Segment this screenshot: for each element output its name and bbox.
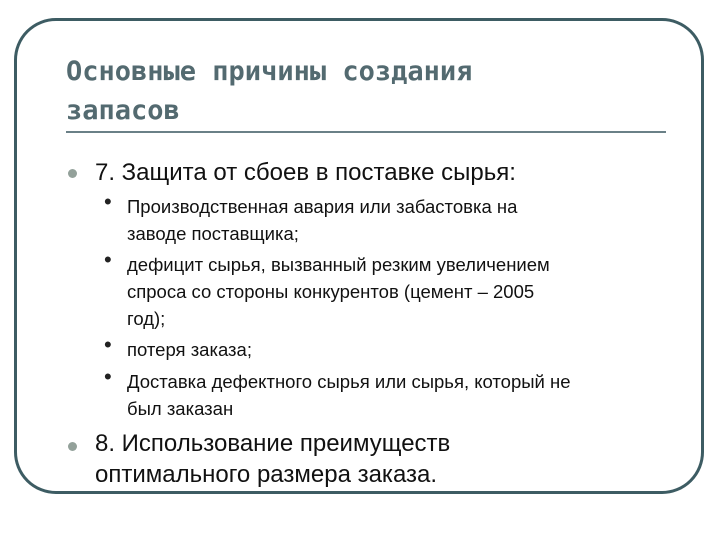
sub-bullet-1-icon: • xyxy=(104,189,112,214)
sub-item-3: потеря заказа; xyxy=(127,339,252,360)
point-8-label: 8. Использование преимуществ оптимального размера заказа. xyxy=(95,430,451,488)
bullet-point-8-icon xyxy=(68,442,77,451)
slide-title xyxy=(66,52,646,130)
sub-item-1: Производственная авария или забастовка на заводе поставщика; xyxy=(127,196,518,244)
sub-item-2: дефицит сырья, вызванный резким увеличением спроса со стороны конкурентов (цемент – 2005 год); xyxy=(127,254,550,329)
sub-bullet-4-icon: • xyxy=(104,364,112,389)
title-divider xyxy=(66,131,666,133)
title-line-1: Основные причины создания xyxy=(66,56,473,87)
bullet-point-7-icon xyxy=(68,169,77,178)
sub-bullet-2-icon: • xyxy=(104,247,112,272)
title-line-2: запасов xyxy=(66,95,180,126)
sub-item-4: Доставка дефектного сырья или сырья, который не был заказан xyxy=(127,371,571,419)
sub-bullet-3-icon: • xyxy=(104,332,112,357)
point-7-label: 7. Защита от сбоев в поставке сырья: xyxy=(95,159,516,186)
